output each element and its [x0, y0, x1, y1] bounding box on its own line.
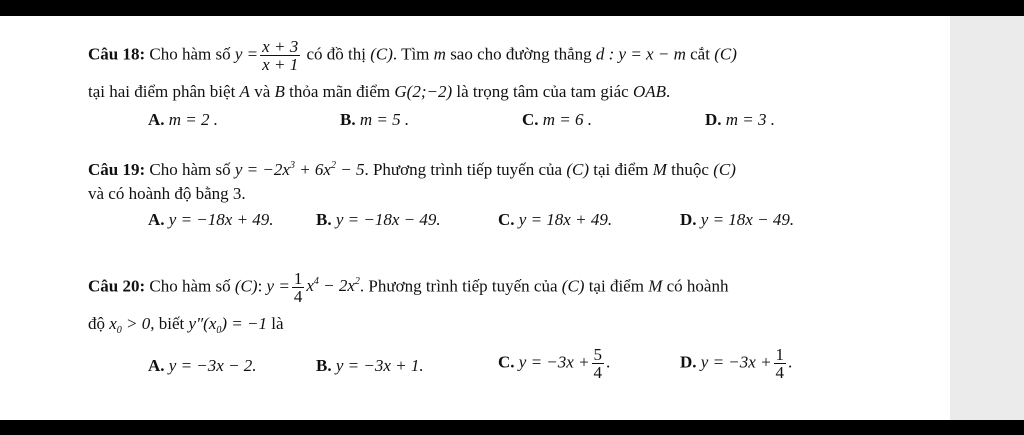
q20-text3: tại điểm [588, 276, 644, 296]
q20-l2a: độ [88, 314, 105, 333]
option-value: y = −18x − 49. [335, 210, 441, 229]
q20-option-c[interactable] [498, 346, 610, 381]
top-black-bar [0, 0, 1024, 16]
q18-curve2: (C) [714, 44, 737, 64]
q18-fraction [260, 38, 300, 73]
option-label: D. [705, 110, 722, 129]
option-frac-num: 1 [775, 345, 785, 364]
option-value: y = −3x + 1. [335, 356, 424, 375]
q20-frac-den: 4 [293, 287, 303, 306]
option-value: m = 2 . [168, 110, 219, 129]
q18-point-a: A [239, 82, 250, 101]
option-value: m = 6 . [542, 110, 593, 129]
q19-label: Câu 19: [88, 160, 146, 179]
q19-option-d[interactable] [680, 210, 794, 230]
q19-curve: (C) [566, 160, 589, 179]
q20-ypp-a: y″(x [188, 314, 217, 333]
q20-option-d[interactable] [680, 346, 792, 381]
q19-curve2: (C) [713, 160, 736, 179]
q20-line1 [88, 270, 728, 305]
q18-fy: y = [234, 44, 259, 64]
q18-text5: cắt [690, 44, 710, 64]
q20-curve2: (C) [561, 276, 585, 296]
option-frac-den: 4 [775, 363, 785, 382]
q20-equation [306, 276, 360, 295]
q18-line2c: là trọng tâm của tam giác [456, 82, 629, 101]
q19-eq-sup2: 2 [330, 160, 336, 171]
q20-frac-num: 1 [293, 269, 303, 288]
q18-label: Câu 18: [88, 44, 146, 64]
q20-fraction [292, 270, 305, 305]
q20-eq-a: x [306, 276, 314, 296]
q20-l2c: là [271, 314, 284, 333]
option-label: B. [316, 210, 332, 229]
q20-curve: (C) [234, 276, 258, 296]
q20-ypp-end: ) = −1 [221, 314, 267, 333]
q18-curve: (C) [370, 44, 393, 64]
q18-option-c[interactable] [522, 110, 592, 130]
option-value: m = 3 . [725, 110, 776, 129]
q20-text2: . Phương trình tiếp tuyến của [359, 276, 558, 296]
option-value: m = 5 . [359, 110, 410, 129]
q19-eq-sup1: 3 [289, 160, 295, 171]
q18-text2: có đồ thị [306, 44, 366, 64]
q18-line-eq: d : y = x − m [595, 44, 686, 64]
option-value: y = −18x + 49. [168, 210, 274, 229]
q19-text4: thuộc [671, 160, 709, 179]
q20-x0-x: x [109, 314, 117, 333]
q20-eq-sup2: 2 [354, 276, 360, 288]
q19-line2-text: và có hoành độ bằng 3. [88, 184, 246, 203]
q19-text3: tại điểm [593, 160, 649, 179]
q18-line2b: thỏa mãn điểm [289, 82, 391, 101]
q20-x0 [109, 314, 151, 336]
option-suffix: . [788, 352, 793, 372]
q20-gt: > 0 [121, 314, 151, 333]
option-value-prefix: y = −3x + [700, 352, 772, 372]
q19-equation [235, 160, 365, 179]
q18-frac-num: x + 3 [262, 37, 299, 56]
option-fraction [774, 346, 787, 381]
q20-label: Câu 20: [88, 276, 146, 296]
q18-option-d[interactable] [705, 110, 775, 130]
q18-and: và [254, 82, 271, 101]
q20-option-b[interactable] [316, 356, 424, 376]
option-value: y = −3x − 2. [168, 356, 257, 375]
q18-text4: sao cho đường thẳng [450, 44, 592, 64]
q19-option-a[interactable] [148, 210, 274, 230]
q19-eq-c: − 5 [335, 160, 365, 179]
q20-eq-b: − 2x [318, 276, 355, 296]
q20-option-a[interactable] [148, 356, 257, 376]
q18-point-b: B [274, 82, 285, 101]
option-label: A. [148, 210, 165, 229]
q20-text1: Cho hàm số [149, 276, 231, 296]
option-suffix: . [606, 352, 611, 372]
q19-option-c[interactable] [498, 210, 612, 230]
option-fraction [592, 346, 605, 381]
q18-text1: Cho hàm số [149, 44, 231, 64]
option-value: y = 18x + 49. [518, 210, 613, 229]
q18-option-b[interactable] [340, 110, 409, 130]
q19-line2 [88, 184, 246, 204]
q20-l2b: , biết [150, 314, 185, 333]
q20-x0-sub: 0 [116, 325, 122, 336]
document-page [0, 16, 950, 420]
option-label: C. [522, 110, 539, 129]
q20-ypp-sub: 0 [216, 325, 222, 336]
q20-colon: : [257, 276, 263, 296]
q18-line2a: tại hai điểm phân biệt [88, 82, 236, 101]
q20-line2 [88, 314, 284, 334]
option-label: A. [148, 356, 165, 375]
option-value-prefix: y = −3x + [518, 352, 590, 372]
bottom-black-bar [0, 420, 1024, 435]
q19-text2: . Phương trình tiếp tuyến của [364, 160, 563, 179]
option-frac-num: 5 [593, 345, 603, 364]
q18-text3: . Tìm [392, 44, 430, 64]
q20-point-m: M [648, 276, 663, 296]
q20-text4: có hoành [666, 276, 729, 296]
q19-eq-b: + 6x [294, 160, 331, 179]
right-gray-panel [950, 16, 1024, 420]
q18-dot: . [665, 82, 671, 101]
q18-oab: OAB [632, 82, 666, 101]
option-label: C. [498, 352, 515, 372]
q18-m: m [433, 44, 446, 64]
option-label: B. [316, 356, 332, 375]
option-label: A. [148, 110, 165, 129]
q19-option-b[interactable] [316, 210, 441, 230]
option-label: C. [498, 210, 515, 229]
option-label: B. [340, 110, 356, 129]
option-label: D. [680, 352, 697, 372]
q18-option-a[interactable] [148, 110, 218, 130]
q19-text1: Cho hàm số [149, 160, 231, 179]
q19-point-m: M [652, 160, 667, 179]
q20-ypp [188, 314, 267, 336]
option-frac-den: 4 [593, 363, 603, 382]
q18-line2 [88, 82, 670, 102]
q18-point-g: G(2;−2) [394, 82, 453, 101]
q19-eq-a: y = −2x [234, 160, 290, 179]
q18-frac-den: x + 1 [262, 55, 299, 74]
q20-fy: y = [266, 276, 290, 296]
option-value: y = 18x − 49. [700, 210, 795, 229]
q19-line1 [88, 160, 736, 180]
q18-line1 [88, 38, 737, 73]
q20-eq-sup1: 4 [313, 276, 319, 288]
option-label: D. [680, 210, 697, 229]
